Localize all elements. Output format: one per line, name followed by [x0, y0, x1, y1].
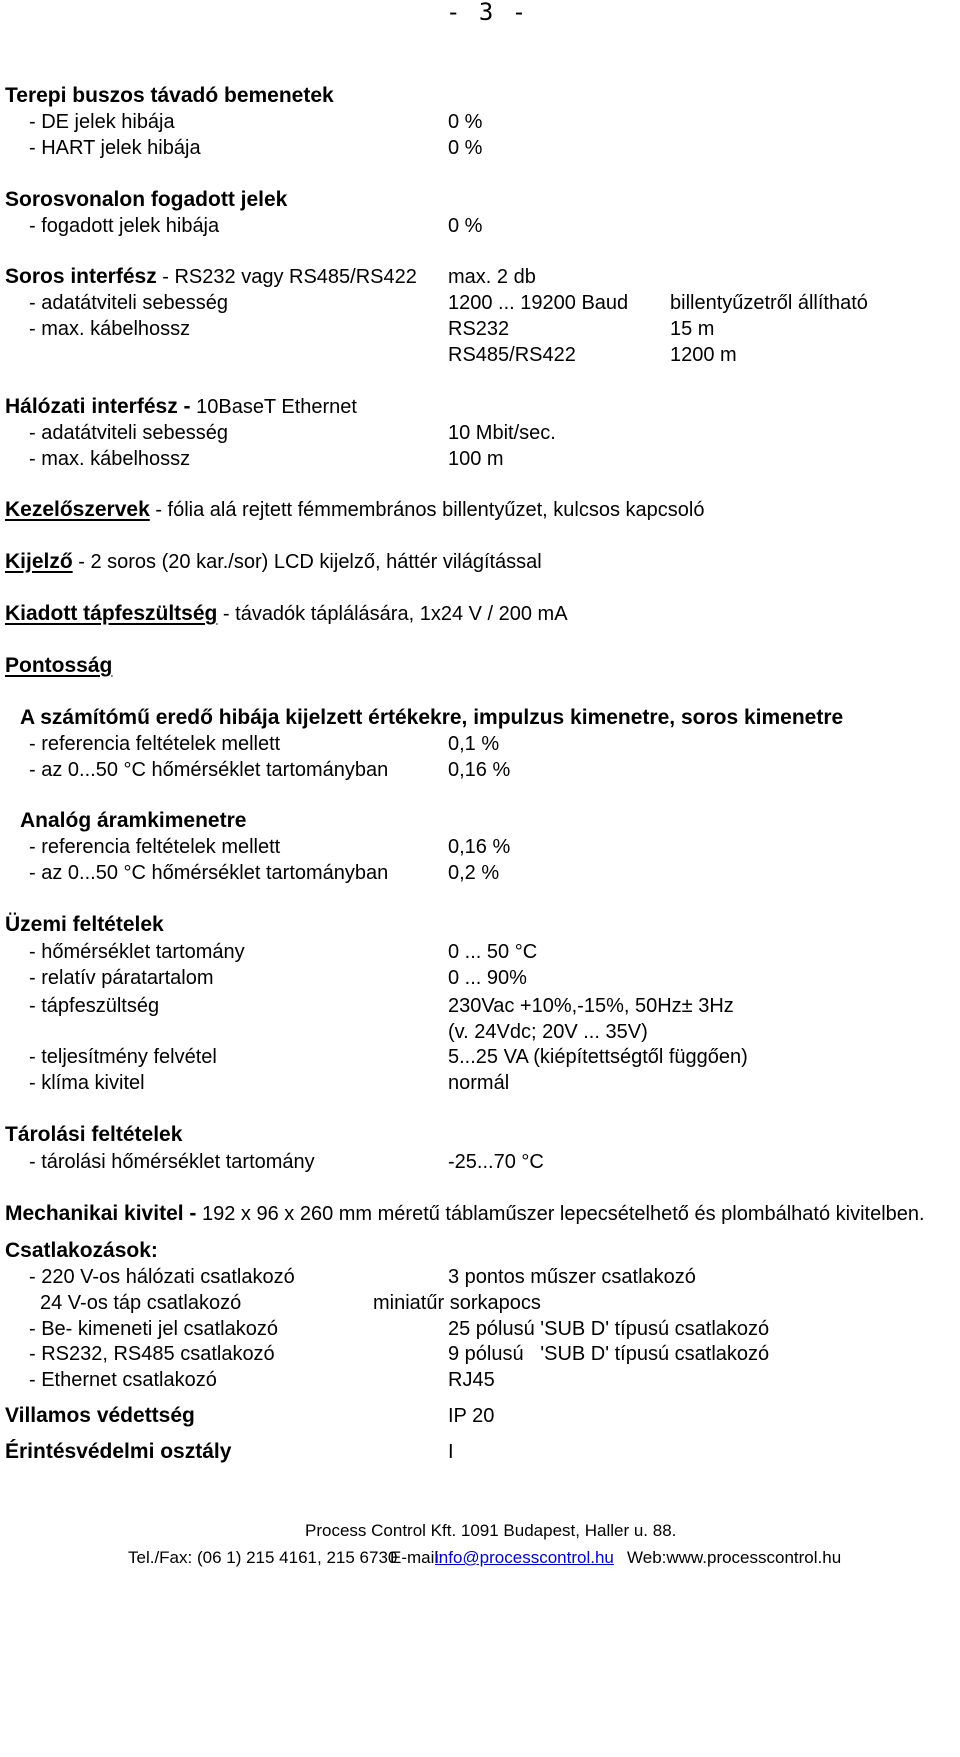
section-rest: - távadók táplálására, 1x24 V / 200 mA — [217, 603, 568, 625]
row-label: - referencia feltételek mellett — [29, 836, 281, 858]
section-title-mechanical: Mechanikai kivitel - — [5, 1202, 197, 1225]
section-rest: - RS232 vagy RS485/RS422 — [156, 266, 417, 288]
footer-phone: Tel./Fax: (06 1) 215 4161, 215 6730 — [128, 1548, 398, 1567]
row-label: - adatátviteli sebesség — [29, 422, 229, 444]
section-display — [5, 550, 542, 574]
row-label: - az 0...50 °C hőmérséklet tartományban — [29, 759, 389, 781]
row-value: 10 Mbit/sec. — [448, 422, 556, 444]
section-title-protection-class: Érintésvédelmi osztály — [5, 1440, 232, 1463]
section-title-network-interface: Hálózati interfész - — [5, 395, 191, 418]
row-label: - max. kábelhossz — [29, 448, 191, 470]
section-title-accuracy: Pontosság — [5, 654, 113, 677]
page-number: - 3 - — [446, 0, 529, 26]
row-value: normál — [448, 1072, 510, 1094]
row-label: - max. kábelhossz — [29, 318, 191, 340]
section-title-storage-conditions: Tárolási feltételek — [5, 1123, 183, 1146]
row-label: - teljesítmény felvétel — [29, 1046, 217, 1068]
row-value: 0 % — [448, 215, 483, 237]
row-value: 0 % — [448, 111, 483, 133]
section-mechanical — [5, 1202, 925, 1226]
row-value: RS232 — [448, 318, 510, 340]
row-label: - 220 V-os hálózati csatlakozó — [29, 1266, 295, 1288]
row-value: max. 2 db — [448, 266, 536, 288]
section-rest: - 2 soros (20 kar./sor) LCD kijelző, háttér világítással — [72, 551, 542, 573]
row-note: 15 m — [670, 318, 715, 340]
row-value: 9 pólusú 'SUB D' típusú csatlakozó — [448, 1343, 770, 1365]
section-rest: 10BaseT Ethernet — [190, 396, 357, 418]
section-serial-interface — [5, 265, 417, 289]
row-value: 0 ... 90% — [448, 967, 527, 989]
row-value: IP 20 — [448, 1405, 495, 1427]
row-note: billentyűzetről állítható — [670, 292, 868, 314]
row-label: - HART jelek hibája — [29, 137, 201, 159]
row-value: 5...25 VA (kiépítettségtől függően) — [448, 1046, 748, 1068]
row-value: 0 % — [448, 137, 483, 159]
row-label: - fogadott jelek hibája — [29, 215, 220, 237]
row-value: 0,1 % — [448, 733, 500, 755]
row-value: 0,2 % — [448, 862, 500, 884]
section-title-ip-rating: Villamos védettség — [5, 1404, 195, 1427]
subsection-title-calculator-error: A számítómű eredő hibája kijelzett értékekre, impulzus kimenetre, soros kimenetre — [20, 706, 844, 729]
row-label: - tápfeszültség — [29, 995, 160, 1017]
row-label: - Ethernet csatlakozó — [29, 1369, 217, 1391]
row-label: - RS232, RS485 csatlakozó — [29, 1343, 275, 1365]
footer-email-link[interactable]: info@processcontrol.hu — [435, 1548, 614, 1567]
section-title-controls: Kezelőszervek — [5, 498, 150, 521]
section-title-operating-conditions: Üzemi feltételek — [5, 913, 164, 936]
row-label: - referencia feltételek mellett — [29, 733, 281, 755]
footer-email-label: E-mail: — [390, 1548, 443, 1567]
row-label: - hőmérséklet tartomány — [29, 941, 245, 963]
row-label: - az 0...50 °C hőmérséklet tartományban — [29, 862, 389, 884]
row-label: - DE jelek hibája — [29, 111, 175, 133]
row-value: (v. 24Vdc; 20V ... 35V) — [448, 1021, 648, 1043]
row-value: -25...70 °C — [448, 1151, 544, 1173]
row-label: - klíma kivitel — [29, 1072, 145, 1094]
section-supply-output — [5, 602, 568, 626]
row-value: miniatűr sorkapocs — [373, 1292, 541, 1314]
row-value: 0 ... 50 °C — [448, 941, 538, 963]
subsection-title-analog-output: Analóg áramkimenetre — [20, 809, 247, 832]
section-title-serial-received: Sorosvonalon fogadott jelek — [5, 188, 288, 211]
section-title-serial-interface: Soros interfész — [5, 265, 157, 288]
row-value: I — [448, 1441, 454, 1463]
row-value: RJ45 — [448, 1369, 495, 1391]
section-title-supply-output: Kiadott tápfeszültség — [5, 602, 218, 625]
section-title-connections: Csatlakozások: — [5, 1239, 158, 1262]
row-value: 230Vac +10%,-15%, 50Hz± 3Hz — [448, 995, 734, 1017]
section-controls — [5, 498, 704, 522]
row-value: 25 pólusú 'SUB D' típusú csatlakozó — [448, 1318, 770, 1340]
row-value: RS485/RS422 — [448, 344, 576, 366]
row-label: 24 V-os táp csatlakozó — [40, 1292, 242, 1314]
section-rest: 192 x 96 x 260 mm méretű táblaműszer lepecsételhető és plombálható kivitelben. — [196, 1203, 925, 1225]
row-value: 100 m — [448, 448, 504, 470]
footer-company-address: Process Control Kft. 1091 Budapest, Haller u. 88. — [305, 1521, 677, 1540]
row-label: - Be- kimeneti jel csatlakozó — [29, 1318, 278, 1340]
section-title-display: Kijelző — [5, 550, 73, 573]
row-label: - tárolási hőmérséklet tartomány — [29, 1151, 315, 1173]
section-title-fieldbus: Terepi buszos távadó bemenetek — [5, 84, 334, 107]
row-value: 0,16 % — [448, 836, 511, 858]
section-network-interface — [5, 395, 357, 419]
footer-web[interactable]: Web:www.processcontrol.hu — [627, 1548, 842, 1567]
row-value: 3 pontos műszer csatlakozó — [448, 1266, 696, 1288]
row-label: - relatív páratartalom — [29, 967, 214, 989]
section-rest: - fólia alá rejtett fémmembrános billentyűzet, kulcsos kapcsoló — [149, 499, 705, 521]
row-value: 0,16 % — [448, 759, 511, 781]
row-value: 1200 ... 19200 Baud — [448, 292, 629, 314]
row-note: 1200 m — [670, 344, 737, 366]
row-label: - adatátviteli sebesség — [29, 292, 229, 314]
